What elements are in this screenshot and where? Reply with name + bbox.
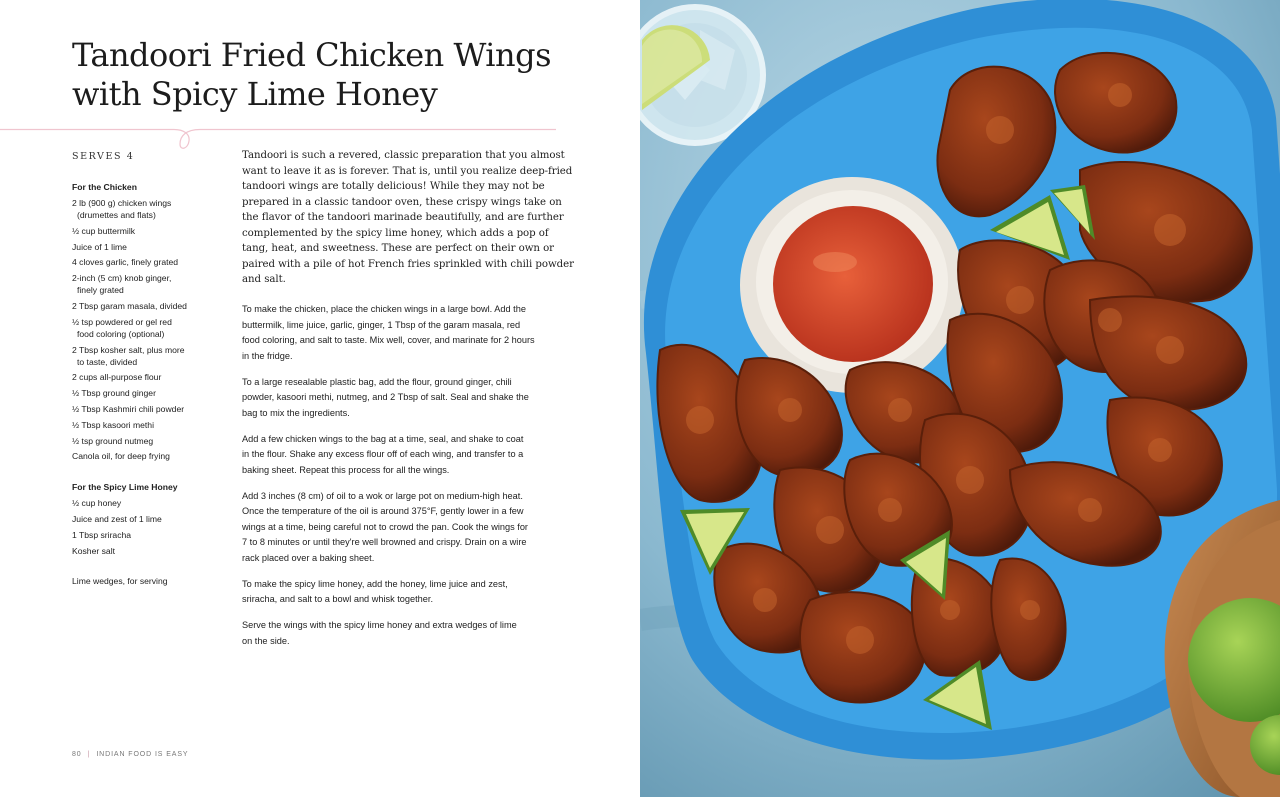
step-line: Add 3 inches (8 cm) of oil to a wok or large pot on medium-high heat. (242, 490, 523, 501)
ingredient-item (72, 450, 222, 462)
intro-line: the flavor of the tandoori marinade beautifully, and are further (242, 212, 564, 223)
footer-separator: | (87, 751, 91, 758)
ingredient-text: Juice of 1 lime (72, 241, 127, 252)
ingredient-text: Canola oil, for deep frying (72, 451, 170, 462)
step-line: To make the spicy lime honey, add the honey, lime juice and zest, (242, 578, 508, 589)
ingredient-item (72, 225, 222, 237)
ingredient-text: ½ Tbsp ground ginger (72, 388, 156, 399)
step-line: To a large resealable plastic bag, add the flour, ground ginger, chili (242, 376, 512, 387)
ingredient-item (72, 272, 222, 296)
ingredient-text: 2 Tbsp garam masala, divided (72, 301, 187, 311)
step-line: 7 to 8 minutes or until they're well browned and crispy. Drain on a wire (242, 537, 527, 547)
step-line: in the fridge. (242, 350, 293, 361)
ingredient-text: ½ Tbsp Kashmiri chili powder (72, 404, 185, 414)
ingredient-item (72, 497, 222, 509)
step-line: Add a few chicken wings to the bag at a time, seal, and shake to coat (242, 433, 524, 444)
serving-note: Lime wedges, for serving (72, 576, 168, 587)
food-photo (640, 0, 1280, 797)
method-step (242, 618, 562, 649)
ingredient-text: Juice and zest of 1 lime (72, 514, 162, 524)
ingredient-item (72, 300, 222, 312)
book-title: INDIAN FOOD IS EASY (96, 751, 189, 758)
ingredient-text: 4 cloves garlic, finely grated (72, 257, 179, 268)
ingredient-line-continued: to taste, divided (77, 356, 138, 367)
ingredient-text: 2 cups all-purpose flour (72, 372, 162, 383)
ingredient-text: ½ tsp powdered or gel red (72, 316, 172, 327)
ingredient-text: 2 Tbsp kosher salt, plus more (72, 344, 185, 355)
step-line: rack placed over a baking sheet. (242, 552, 375, 563)
page-number: 80 (72, 751, 82, 758)
intro-line: Tandoori is such a revered, classic preparation that you almost (242, 150, 565, 161)
ingredient-text: 1 Tbsp sriracha (72, 529, 132, 540)
intro-line: tang, heat, and sweetness. These are perfect on their own or (242, 243, 554, 254)
step-line: To make the chicken, place the chicken wings in a large bowl. Add the (242, 304, 526, 314)
ingredient-item (72, 241, 222, 253)
ingredient-item (72, 316, 222, 340)
ingredient-text: ½ tsp ground nutmeg (72, 435, 154, 446)
ingredient-line-continued: food coloring (optional) (77, 328, 165, 339)
step-line: wings at a time, being careful not to crowd the pan. Cook the wings for (242, 521, 528, 532)
ingredient-text: ½ Tbsp kasoori methi (72, 419, 154, 430)
method-step (242, 489, 562, 567)
recipe-intro (242, 148, 574, 288)
intro-line: and salt. (242, 274, 286, 285)
step-line: Serve the wings with the spicy lime honey and extra wedges of lime (242, 620, 517, 630)
step-line: bag to mix the ingredients. (242, 407, 350, 418)
recipe-title (72, 36, 592, 114)
method-step (242, 302, 562, 364)
ingredient-item (72, 387, 222, 399)
ingredient-line-continued: (drumettes and flats) (77, 210, 156, 220)
step-line: powder, kasoori methi, nutmeg, and 2 Tbsp of salt. Seal and shake the (242, 392, 529, 402)
ingredient-text: 2 lb (900 g) chicken wings (72, 198, 172, 208)
honey-ingredients-heading: For the Spicy Lime Honey (72, 482, 178, 493)
step-line: baking sheet. Repeat this process for all the wings. (242, 464, 450, 475)
ingredient-text: ½ cup honey (72, 498, 122, 509)
ingredient-item (72, 529, 222, 541)
ingredient-text: Kosher salt (72, 545, 115, 556)
chicken-ingredients-heading: For the Chicken (72, 182, 137, 192)
intro-line: prepared in a classic tandoor oven, these crispy wings take on (242, 196, 562, 208)
step-line: Once the temperature of the oil is around 375°F, gently lower in a few (242, 506, 524, 516)
step-line: food coloring, and salt to taste. Mix well, cover, and marinate for 2 hours (242, 335, 535, 345)
ingredient-item (72, 513, 222, 525)
step-line: in the flour. Shake any excess flour off of each wing, and transfer to a (242, 449, 524, 459)
title-line-1: Tandoori Fried Chicken Wings (72, 36, 552, 74)
step-line: buttermilk, lime juice, garlic, ginger, 1 Tbsp of the garam masala, red (242, 319, 521, 330)
ingredient-item (72, 545, 222, 557)
intro-line: paired with a pile of hot French fries sprinkled with chili powder (242, 258, 574, 270)
ingredient-item (72, 344, 222, 368)
method-step (242, 375, 562, 422)
ingredient-item (72, 371, 222, 383)
ingredient-text: ½ cup buttermilk (72, 225, 136, 236)
ingredient-item (72, 256, 222, 268)
ingredient-item (72, 435, 222, 447)
ingredient-item (72, 403, 222, 415)
ingredient-item (72, 197, 222, 221)
step-line: on the side. (242, 635, 290, 646)
ingredient-text: 2-inch (5 cm) knob ginger, (72, 273, 172, 284)
method-step (242, 577, 562, 608)
serves-label: SERVES 4 (72, 151, 135, 162)
intro-line: want to leave it as is forever. That is, until you realize deep-fried (242, 165, 573, 177)
ingredient-line-continued: finely grated (77, 285, 124, 296)
step-line: sriracha, and salt to a bowl and whisk together. (242, 594, 434, 604)
page-footer (72, 751, 188, 758)
intro-line: tandoori wings are totally delicious! While they may not be (242, 181, 545, 192)
ingredient-item (72, 419, 222, 431)
intro-line: complemented by the spicy lime honey, which adds a pop of (242, 227, 549, 239)
method-step (242, 432, 562, 479)
title-line-2: with Spicy Lime Honey (72, 75, 438, 113)
